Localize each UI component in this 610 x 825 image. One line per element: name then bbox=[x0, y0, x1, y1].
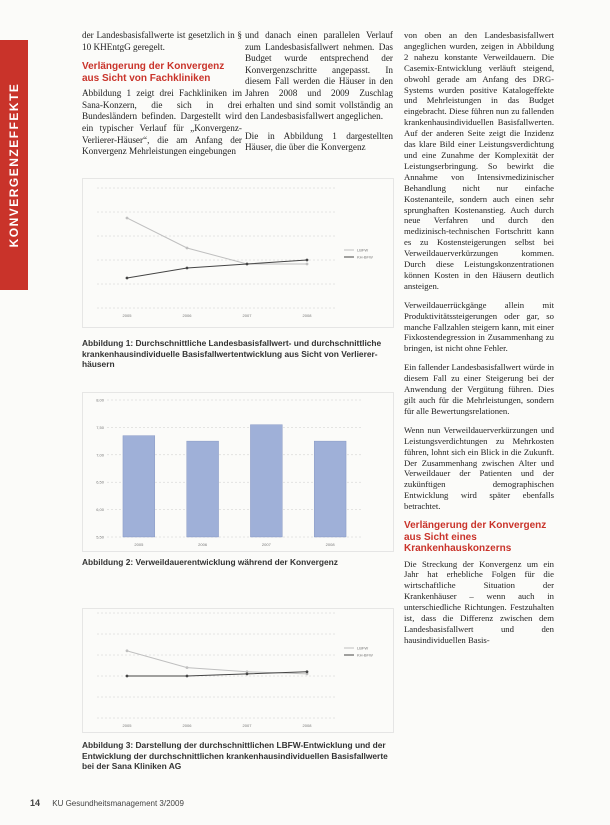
chart-frame bbox=[83, 179, 394, 328]
y-tick-label: 8,00 bbox=[96, 397, 104, 403]
figure-2-chart bbox=[82, 392, 394, 552]
figure-3-chart bbox=[82, 608, 394, 733]
col2-paragraph-2: Die in Abbildung 1 dargestellten Häuser, die über die Konvergenz bbox=[245, 130, 393, 153]
y-tick-label: 7,00 bbox=[96, 452, 104, 458]
data-point bbox=[126, 675, 129, 678]
x-tick-label: 2005 bbox=[134, 542, 144, 547]
x-tick-label: 2007 bbox=[242, 723, 252, 728]
col1-heading: Verlängerung der Konvergenz aus Sicht von Fachkliniken bbox=[82, 61, 225, 84]
page-footer bbox=[30, 798, 184, 808]
x-tick-label: 2008 bbox=[302, 313, 312, 318]
x-tick-label: 2008 bbox=[325, 542, 335, 547]
x-tick-label: 2007 bbox=[261, 542, 271, 547]
data-point bbox=[306, 263, 309, 266]
chart-frame bbox=[83, 609, 394, 733]
x-tick-label: 2005 bbox=[122, 313, 132, 318]
column-3 bbox=[404, 30, 554, 654]
col3-paragraph-1: von oben an den Landesbasisfallwert angeglichen wurden, zeigen in Abbildung 2 nahezu konstante Verweildauern. Die Casemix-Entwicklung verläuft steigend, obwohl gerade am Anfang des DRG-Systems wurden positive Katalogeffekte und Mehrleistungen in das Budget eingebracht. Diese führen nun zu fallenden krankenhausindividuellen Basisfallwerten. Auf der anderen Seite zeigt die Inzidenz das klare Bild einer Leistungsverdichtung und eine Zunahme der Komplexität der Leistungserbringung. So bewirkt die Annahme von Intensivmedizinischer Behandlung nicht nur einfache Kostenanteile, sondern auch einen sehr sprunghaften Kostenanstieg. Auch durch neue Verfahren und durch den medizinisch-technischen Fortschritt kann es zu Kostensteigerungen selbst bei Verweildauerverkürzungen kommen. Durch diese Leistungskonzentrationen können Kosten in den Häusern deutlich ansteigen. bbox=[404, 30, 554, 291]
figure-3-caption: Abbildung 3: Darstellung der durchschnittlichen LBFW-Entwicklung und der Entwicklung der durchschnittlichen krankenhausindividuellen Basisfallwerte bei der Sana Kliniken AG bbox=[82, 740, 388, 771]
section-label: KONVERGENZEFFEKTE bbox=[7, 82, 21, 248]
legend-label: KH-BFW bbox=[357, 254, 373, 260]
col1-paragraph-1: der Landesbasisfallwerte ist gesetzlich in § 10 KHEntgG geregelt. bbox=[82, 30, 242, 52]
column-2 bbox=[245, 30, 393, 162]
y-tick-label: 7,50 bbox=[96, 424, 104, 430]
section-sidebar bbox=[0, 40, 28, 290]
series-line bbox=[127, 218, 307, 264]
x-tick-label: 2006 bbox=[182, 723, 192, 728]
page-number: 14 bbox=[30, 798, 41, 808]
bar bbox=[314, 441, 346, 537]
legend-label: LBFW bbox=[357, 645, 369, 651]
series-line bbox=[127, 651, 307, 674]
data-point bbox=[186, 675, 189, 678]
legend-label: LBFW bbox=[357, 247, 369, 253]
bar bbox=[250, 425, 282, 537]
data-point bbox=[126, 277, 129, 280]
col2-paragraph-1: und danach einen parallelen Verlauf zum Landesbasisfallwert nehmen. Das Budget wurde entsprechend der Konvergenzschritte angepasst. In diesem Fall werden die Häuser in den Jahren 2008 und 2009 Zuschlag erhalten und sind somit vollständig an den Landesbasisfallwert angeglichen. bbox=[245, 30, 393, 122]
y-tick-label: 6,00 bbox=[96, 507, 104, 513]
x-tick-label: 2006 bbox=[182, 313, 192, 318]
col3-heading: Verlängerung der Konvergenz aus Sicht eines Krankenhauskonzerns bbox=[404, 520, 547, 555]
data-point bbox=[126, 649, 129, 652]
col3-paragraph-2: Verweildauerrückgänge allein mit Produktivitätssteigerungen oder gar, so manche Fallzahlen steigern kann, mit einer Fixkostendegression in Zusammenhang zu bringen, ist nicht ohne Fehler. bbox=[404, 299, 554, 354]
data-point bbox=[306, 670, 309, 673]
series-line bbox=[127, 672, 307, 676]
col1-paragraph-2: Abbildung 1 zeigt drei Fachkliniken im Sana-Konzern, die sich in drei Bundesländern befinden. Dargestellt wird ein typischer Verlauf für „Konvergenz-Verlierer-Häuser“, die am Anfang der Konvergenz Mehrleistungen eingebungen bbox=[82, 88, 242, 157]
x-tick-label: 2006 bbox=[198, 542, 208, 547]
data-point bbox=[186, 247, 189, 250]
data-point bbox=[246, 673, 249, 676]
col3-paragraph-4: Wenn nun Verweildauerverkürzungen und Leistungsverdichtungen zu Mehrkosten führen, lohnt sich ein Blick in die Zukunft. Der Zusammenhang zwischen Alter und Verweildauer der Patienten und der zukünftigen demographischen Entwicklung wird später ebenfalls betrachtet. bbox=[404, 424, 554, 512]
legend-label: KH-BFW bbox=[357, 652, 373, 658]
data-point bbox=[306, 259, 309, 262]
y-tick-label: 5,50 bbox=[96, 534, 104, 540]
journal-name: KU Gesundheitsmanagement 3/2009 bbox=[52, 799, 184, 808]
column-1 bbox=[82, 30, 242, 166]
bar bbox=[123, 436, 155, 537]
x-tick-label: 2005 bbox=[122, 723, 132, 728]
y-tick-label: 6,50 bbox=[96, 479, 104, 485]
figure-1-caption: Abbildung 1: Durchschnittliche Landesbasisfallwert- und durchschnittliche krankenhausindividuelle Basisfallwertentwicklung aus Sicht von Verlierer-häusern bbox=[82, 338, 382, 369]
figure-1-chart bbox=[82, 178, 394, 328]
x-tick-label: 2008 bbox=[302, 723, 312, 728]
data-point bbox=[246, 263, 249, 266]
series-line bbox=[127, 260, 307, 278]
bar bbox=[187, 441, 219, 537]
data-point bbox=[186, 666, 189, 669]
col3-paragraph-3: Ein fallender Landesbasisfallwert würde in diesem Fall zu einer Steigerung bei der Anwendung der Vergütung führen. Dies gilt auch für die Mehrleistungen, sondern für alle Bewertungsrelationen. bbox=[404, 362, 554, 416]
col3-paragraph-5: Die Streckung der Konvergenz um ein Jahr hat erhebliche Folgen für die wirtschaftliche Situation der Krankenhäuser – wenn auch in unterschiedliche Richtungen. Festzuhalten ist, dass die Differenz zwischen dem Landesbasisfallwert und den hausindividuellen Basis- bbox=[404, 558, 554, 645]
figure-2-caption: Abbildung 2: Verweildauerentwicklung während der Konvergenz bbox=[82, 557, 338, 567]
x-tick-label: 2007 bbox=[242, 313, 252, 318]
data-point bbox=[186, 267, 189, 270]
data-point bbox=[126, 217, 129, 220]
